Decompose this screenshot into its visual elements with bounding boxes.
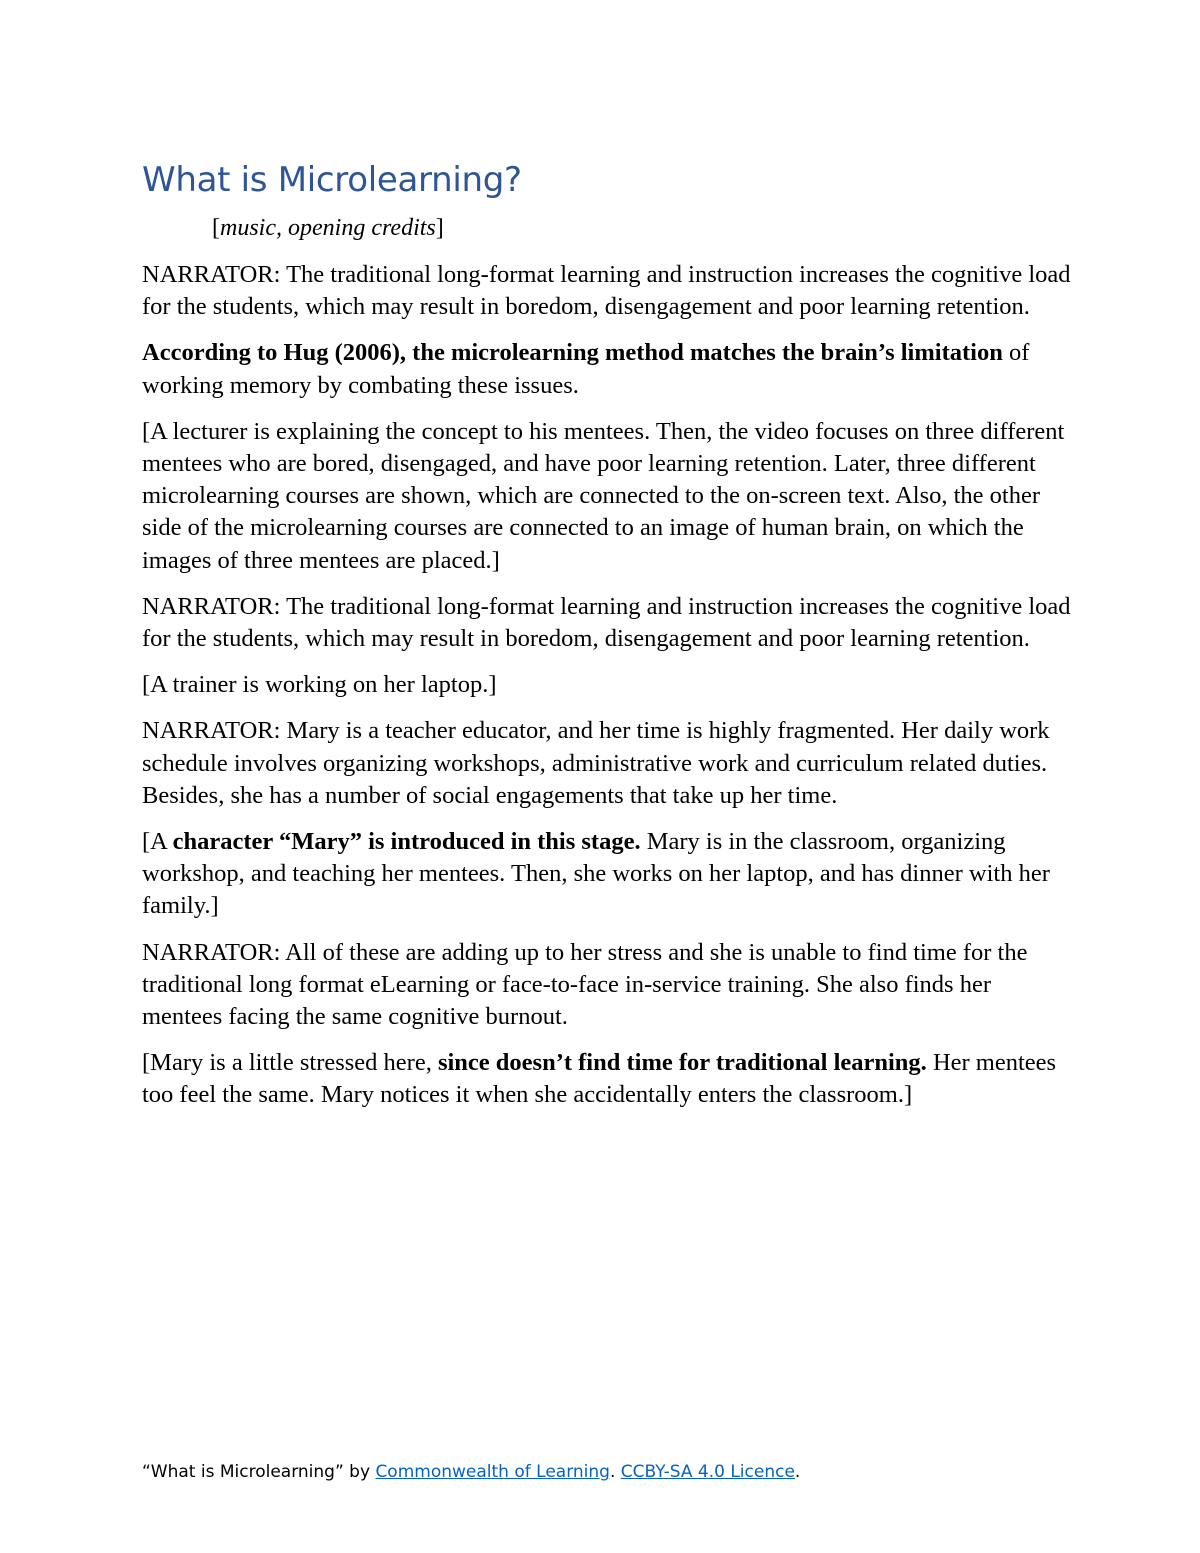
scene-mary-stressed-rest: Her mentees too feel the same. Mary notices it when she accidentally enters the classroom.]: [142, 1049, 1057, 1109]
scene-mary-intro-rest: Mary is in the classroom, organizing workshop, and teaching her mentees. Then, she works on her laptop, and has dinner with her family.]: [142, 828, 1050, 920]
footer-prefix: “What is Microlearning” by: [142, 1462, 376, 1482]
page-title: What is Microlearning?: [142, 160, 522, 200]
bracket-close: ]: [435, 215, 444, 241]
paragraph-scene-lecturer: [A lecturer is explaining the concept to his mentees. Then, the video focuses on three different mentees who are bored, disengaged, and have poor learning retention. Later, three different microlearning courses are shown, which are connected to the on-screen text. Also, the other side of the microlearning courses are connected to an image of human brain, on which the images of three mentees are placed.]: [142, 417, 1065, 574]
paragraph-narrator-mary: NARRATOR: Mary is a teacher educator, and her time is highly fragmented. Her daily work schedule involves organizing workshops, administrative work and curriculum related duties. Besides, she has a number of social engagements that take up her time.: [142, 717, 1050, 809]
paragraph-narrator-2: NARRATOR: The traditional long-format learning and instruction increases the cognitive load for the students, which may result in boredom, disengagement and poor learning retention.: [142, 592, 1071, 653]
paragraph-hug-citation-rest: of working memory by combating these issues.: [142, 339, 1030, 399]
attribution-footer: [142, 1459, 800, 1485]
footer-suffix: .: [794, 1462, 801, 1482]
license-link[interactable]: CCBY-SA 4.0 Licence: [620, 1462, 795, 1482]
paragraph-scene-mary-intro: [142, 826, 1072, 923]
stage-note-text: music, opening credits: [220, 215, 436, 241]
commonwealth-of-learning-link[interactable]: Commonwealth of Learning: [375, 1462, 610, 1482]
transcript-body: [142, 259, 1072, 1126]
bracket-open: [: [212, 215, 220, 241]
scene-mary-intro-start: [A: [142, 828, 173, 856]
scene-mary-intro-bold: character “Mary” is introduced in this stage.: [172, 828, 641, 856]
scene-mary-stressed-bold: since doesn’t find time for traditional learning.: [437, 1049, 927, 1077]
paragraph-hug-citation-bold: According to Hug (2006), the microlearning method matches the brain’s limitation: [142, 339, 1003, 367]
stage-note-opening-credits: [212, 212, 444, 244]
paragraph-scene-mary-stressed: [142, 1047, 1072, 1111]
paragraph-scene-trainer: [A trainer is working on her laptop.]: [142, 671, 497, 699]
footer-separator: .: [609, 1462, 621, 1482]
paragraph-narrator-1: NARRATOR: The traditional long-format learning and instruction increases the cognitive load for the students, which may result in boredom, disengagement and poor learning retention.: [142, 261, 1071, 321]
paragraph-hug-citation: [142, 337, 1072, 401]
paragraph-narrator-stress: NARRATOR: All of these are adding up to her stress and she is unable to find time for the traditional long format eLearning or face-to-face in-service training. She also finds her mentees facing the same cognitive burnout.: [142, 938, 1028, 1031]
scene-mary-stressed-start: [Mary is a little stressed here,: [142, 1049, 438, 1077]
